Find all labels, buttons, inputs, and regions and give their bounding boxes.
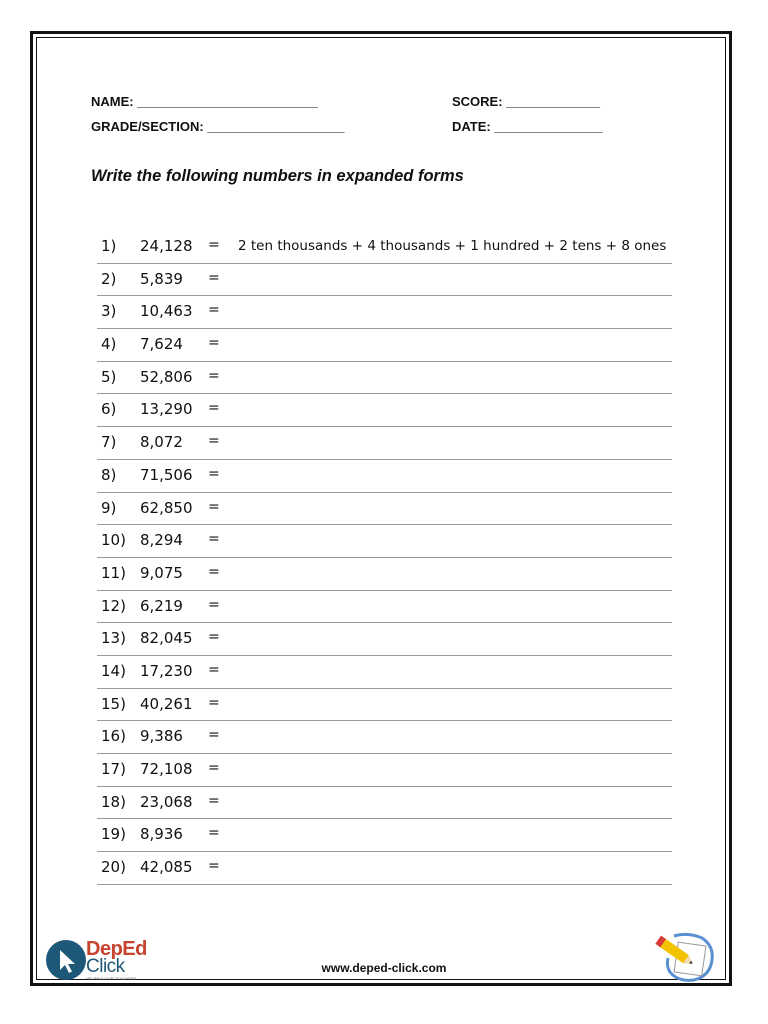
- item-number: 6): [101, 400, 117, 419]
- item-number: 14): [101, 661, 126, 680]
- item-value: 9,386: [140, 727, 183, 746]
- equals-sign: =: [208, 302, 220, 319]
- item-number: 18): [101, 792, 126, 811]
- equals-sign: =: [208, 858, 220, 875]
- exercise-list: [97, 231, 672, 885]
- equals-sign: =: [208, 825, 220, 842]
- logo-word-click: Click: [86, 956, 125, 977]
- score-field-label: SCORE: _____________: [452, 94, 601, 109]
- item-number: 12): [101, 596, 126, 615]
- deped-click-logo: [46, 938, 166, 982]
- logo-word-deped: DepEd: [86, 938, 147, 960]
- item-value: 42,085: [140, 858, 193, 877]
- exercise-row: [97, 656, 672, 689]
- item-value: 8,072: [140, 433, 183, 452]
- item-value: 17,230: [140, 661, 193, 680]
- item-number: 3): [101, 302, 117, 321]
- equals-sign: =: [208, 367, 220, 384]
- exercise-row: [97, 623, 672, 656]
- item-number: 19): [101, 825, 126, 844]
- answer-text: 2 ten thousands + 4 thousands + 1 hundred + 2 tens + 8 ones: [238, 238, 667, 254]
- item-number: 2): [101, 269, 117, 288]
- pencil-paper-icon: [652, 930, 718, 984]
- exercise-row: [97, 721, 672, 754]
- date-field-label: DATE: _______________: [452, 119, 603, 134]
- exercise-row: [97, 296, 672, 329]
- item-number: 15): [101, 694, 126, 713]
- equals-sign: =: [208, 792, 220, 809]
- equals-sign: =: [208, 727, 220, 744]
- instruction-title: Write the following numbers in expanded forms: [91, 167, 464, 185]
- item-number: 9): [101, 498, 117, 517]
- item-value: 8,936: [140, 825, 183, 844]
- item-number: 5): [101, 367, 117, 386]
- grade-section-field-label: GRADE/SECTION: ___________________: [91, 119, 345, 134]
- exercise-row: [97, 460, 672, 493]
- item-value: 9,075: [140, 563, 183, 582]
- item-value: 24,128: [140, 237, 193, 255]
- equals-sign: =: [208, 465, 220, 482]
- item-value: 13,290: [140, 400, 193, 419]
- exercise-row: [97, 787, 672, 820]
- exercise-row: [97, 591, 672, 624]
- exercise-row: [97, 689, 672, 722]
- equals-sign: =: [208, 335, 220, 352]
- item-value: 7,624: [140, 335, 183, 354]
- item-number: 7): [101, 433, 117, 452]
- item-number: 13): [101, 629, 126, 648]
- equals-sign: =: [208, 629, 220, 646]
- item-value: 10,463: [140, 302, 193, 321]
- item-number: 20): [101, 858, 126, 877]
- item-value: 8,294: [140, 531, 183, 550]
- item-number: 10): [101, 531, 126, 550]
- exercise-row: [97, 525, 672, 558]
- exercise-row: [97, 754, 672, 787]
- exercise-row: [97, 493, 672, 526]
- item-value: 62,850: [140, 498, 193, 517]
- equals-sign: =: [208, 563, 220, 580]
- exercise-row: [97, 329, 672, 362]
- equals-sign: =: [208, 661, 220, 678]
- logo-tagline: HELPING OUR TEACHERS: [86, 976, 137, 981]
- exercise-row: [97, 231, 672, 264]
- footer-website-url: www.deped-click.com: [321, 961, 447, 975]
- exercise-row: [97, 852, 672, 885]
- exercise-row: [97, 264, 672, 297]
- item-value: 5,839: [140, 269, 183, 288]
- item-number: 8): [101, 465, 117, 484]
- equals-sign: =: [208, 237, 220, 253]
- item-number: 11): [101, 563, 126, 582]
- item-value: 72,108: [140, 760, 193, 778]
- item-number: 4): [101, 335, 117, 354]
- item-number: 16): [101, 727, 126, 746]
- equals-sign: =: [208, 400, 220, 417]
- equals-sign: =: [208, 694, 220, 711]
- item-number: 17): [101, 760, 126, 778]
- item-value: 52,806: [140, 367, 193, 386]
- exercise-row: [97, 558, 672, 591]
- exercise-row: [97, 819, 672, 852]
- item-number: 1): [101, 237, 117, 255]
- exercise-row: [97, 394, 672, 427]
- item-value: 82,045: [140, 629, 193, 648]
- name-field-label: NAME: _________________________: [91, 94, 318, 109]
- item-value: 23,068: [140, 792, 193, 811]
- item-value: 6,219: [140, 596, 183, 615]
- item-value: 40,261: [140, 694, 193, 713]
- item-value: 71,506: [140, 465, 193, 484]
- equals-sign: =: [208, 596, 220, 613]
- equals-sign: =: [208, 433, 220, 450]
- exercise-row: [97, 362, 672, 395]
- equals-sign: =: [208, 269, 220, 286]
- equals-sign: =: [208, 498, 220, 515]
- exercise-row: [97, 427, 672, 460]
- equals-sign: =: [208, 760, 220, 776]
- equals-sign: =: [208, 531, 220, 548]
